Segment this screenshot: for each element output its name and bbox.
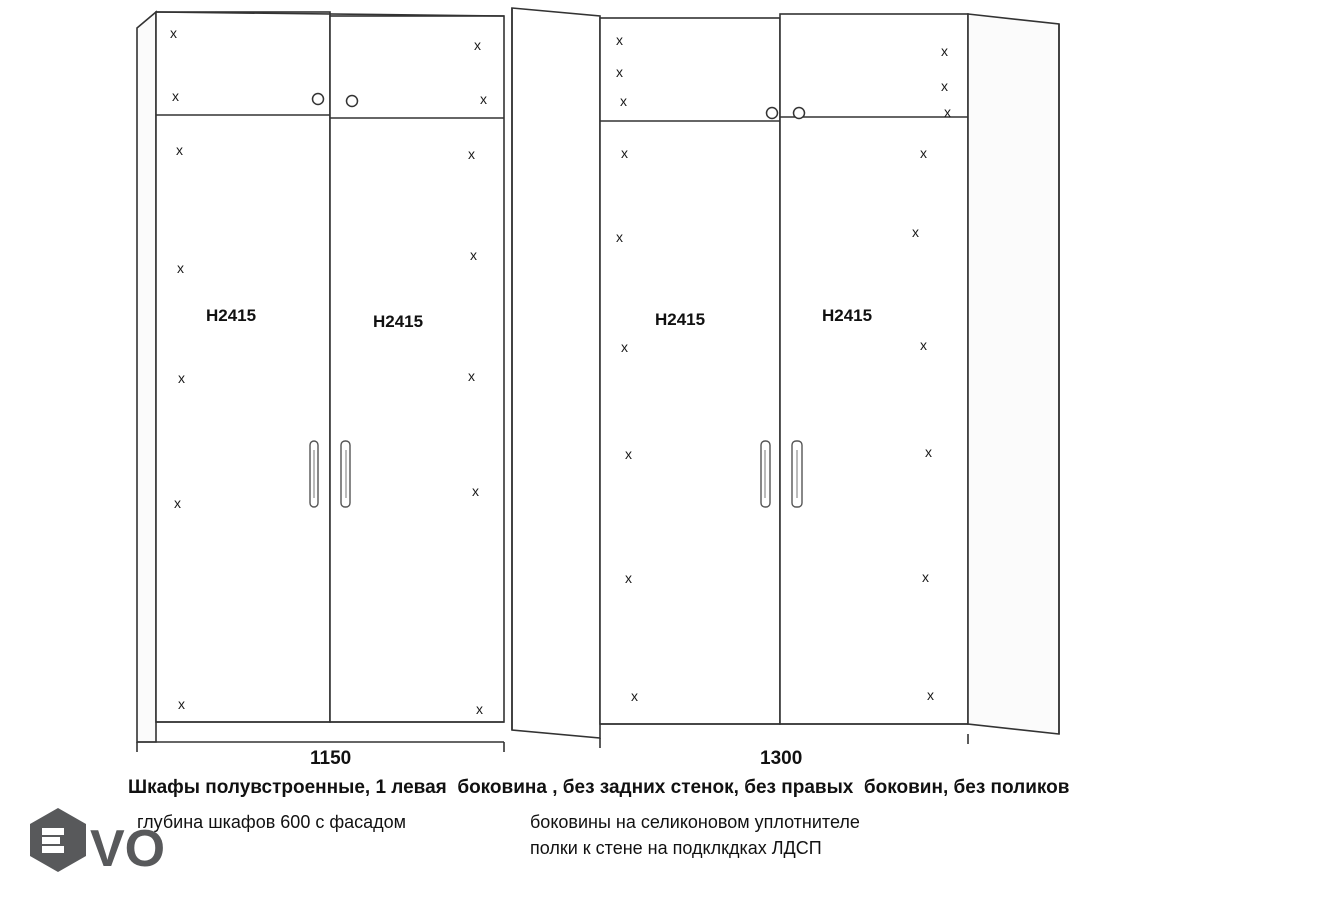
title-note: Шкафы полувстроенные, 1 левая боковина , без задних стенок, без правых боковин, без поликов xyxy=(128,777,1070,798)
fixing-mark: x xyxy=(474,37,481,53)
panel-height-label: H2415 xyxy=(822,306,873,325)
fixing-mark: x xyxy=(468,146,475,162)
fixing-mark: x xyxy=(616,229,623,245)
logo-text: VO xyxy=(90,820,166,878)
fixing-mark: x xyxy=(920,145,927,161)
panel-height-label: H2415 xyxy=(206,306,257,325)
fixing-mark: x xyxy=(170,25,177,41)
fixing-mark: x xyxy=(172,88,179,104)
hole-marker xyxy=(347,96,358,107)
fixing-mark: x xyxy=(480,91,487,107)
fixing-mark: x xyxy=(616,64,623,80)
panel-height-label: H2415 xyxy=(655,310,706,329)
fixing-mark: x xyxy=(178,370,185,386)
fixing-mark: x xyxy=(941,43,948,59)
hole-marker xyxy=(313,94,324,105)
fixing-mark: x xyxy=(941,78,948,94)
fixing-mark: x xyxy=(944,104,951,120)
fixing-mark: x xyxy=(472,483,479,499)
fixing-mark: x xyxy=(177,260,184,276)
note-seal: боковины на селиконовом уплотнителе xyxy=(530,812,860,832)
fixing-mark: x xyxy=(174,495,181,511)
fixing-mark: x xyxy=(176,142,183,158)
fixing-mark: x xyxy=(625,446,632,462)
fixing-mark: x xyxy=(178,696,185,712)
fixing-mark: x xyxy=(920,337,927,353)
note-shelves: полки к стене на подклкдках ЛДСП xyxy=(530,838,822,858)
evo-logo xyxy=(28,806,178,884)
dimension-label: 1300 xyxy=(760,748,803,769)
note-depth: глубина шкафов 600 с фасадом xyxy=(137,812,407,832)
fixing-mark: x xyxy=(620,93,627,109)
fixing-mark: x xyxy=(621,145,628,161)
fixing-mark: x xyxy=(922,569,929,585)
fixing-mark: x xyxy=(476,701,483,717)
fixing-mark: x xyxy=(616,32,623,48)
fixing-mark: x xyxy=(470,247,477,263)
dimension-label: 1150 xyxy=(310,748,352,769)
panel-height-label: H2415 xyxy=(373,312,424,331)
hole-marker xyxy=(794,108,805,119)
fixing-mark: x xyxy=(631,688,638,704)
fixing-mark: x xyxy=(468,368,475,384)
fixing-mark: x xyxy=(621,339,628,355)
fixing-mark: x xyxy=(925,444,932,460)
hole-marker xyxy=(767,108,778,119)
fixing-mark: x xyxy=(912,224,919,240)
fixing-mark: x xyxy=(625,570,632,586)
fixing-mark: x xyxy=(927,687,934,703)
